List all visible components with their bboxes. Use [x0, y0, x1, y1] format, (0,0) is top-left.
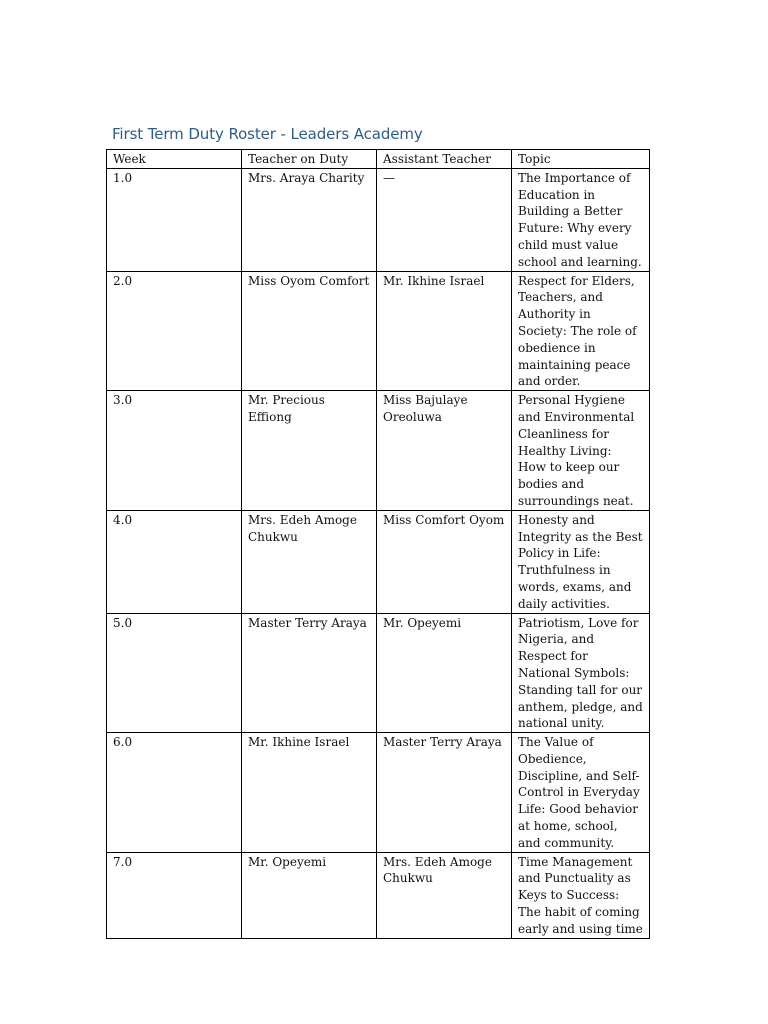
cell-topic: The Value of Obedience, Discipline, and Self-Control in Everyday Life: Good behavior at home, school, and community.	[512, 733, 650, 853]
cell-week: 6.0	[107, 733, 242, 853]
cell-teacher: Miss Oyom Comfort	[242, 271, 377, 391]
cell-teacher: Master Terry Araya	[242, 613, 377, 733]
cell-assistant: Mr. Opeyemi	[377, 613, 512, 733]
cell-week: 2.0	[107, 271, 242, 391]
cell-teacher: Mr. Ikhine Israel	[242, 733, 377, 853]
cell-week: 1.0	[107, 168, 242, 271]
cell-topic: Honesty and Integrity as the Best Policy in Life: Truthfulness in words, exams, and daily activities.	[512, 510, 650, 613]
cell-topic: The Importance of Education in Building a Better Future: Why every child must value school and learning.	[512, 168, 650, 271]
header-assistant-teacher: Assistant Teacher	[377, 150, 512, 169]
table-header-row	[107, 150, 650, 169]
cell-teacher: Mrs. Araya Charity	[242, 168, 377, 271]
cell-assistant: —	[377, 168, 512, 271]
cell-week: 4.0	[107, 510, 242, 613]
cell-topic: Time Management and Punctuality as Keys to Success: The habit of coming early and using time	[512, 852, 650, 938]
cell-assistant: Mrs. Edeh Amoge Chukwu	[377, 852, 512, 938]
table-row	[107, 613, 650, 733]
cell-assistant: Miss Comfort Oyom	[377, 510, 512, 613]
cell-assistant: Miss Bajulaye Oreoluwa	[377, 391, 512, 511]
table-row	[107, 733, 650, 853]
duty-roster-table	[106, 149, 650, 939]
document-title: First Term Duty Roster - Leaders Academy	[112, 125, 423, 143]
cell-teacher: Mr. Precious Effiong	[242, 391, 377, 511]
cell-assistant: Mr. Ikhine Israel	[377, 271, 512, 391]
cell-week: 5.0	[107, 613, 242, 733]
cell-week: 7.0	[107, 852, 242, 938]
cell-topic: Patriotism, Love for Nigeria, and Respect for National Symbols: Standing tall for our anthem, pledge, and national unity.	[512, 613, 650, 733]
header-week: Week	[107, 150, 242, 169]
cell-topic: Respect for Elders, Teachers, and Authority in Society: The role of obedience in maintaining peace and order.	[512, 271, 650, 391]
table-row	[107, 271, 650, 391]
table-row	[107, 168, 650, 271]
cell-topic: Personal Hygiene and Environmental Cleanliness for Healthy Living: How to keep our bodies and surroundings neat.	[512, 391, 650, 511]
header-teacher-on-duty: Teacher on Duty	[242, 150, 377, 169]
header-topic: Topic	[512, 150, 650, 169]
table-row	[107, 391, 650, 511]
cell-assistant: Master Terry Araya	[377, 733, 512, 853]
cell-teacher: Mr. Opeyemi	[242, 852, 377, 938]
table-row	[107, 510, 650, 613]
cell-teacher: Mrs. Edeh Amoge Chukwu	[242, 510, 377, 613]
table-row	[107, 852, 650, 938]
cell-week: 3.0	[107, 391, 242, 511]
